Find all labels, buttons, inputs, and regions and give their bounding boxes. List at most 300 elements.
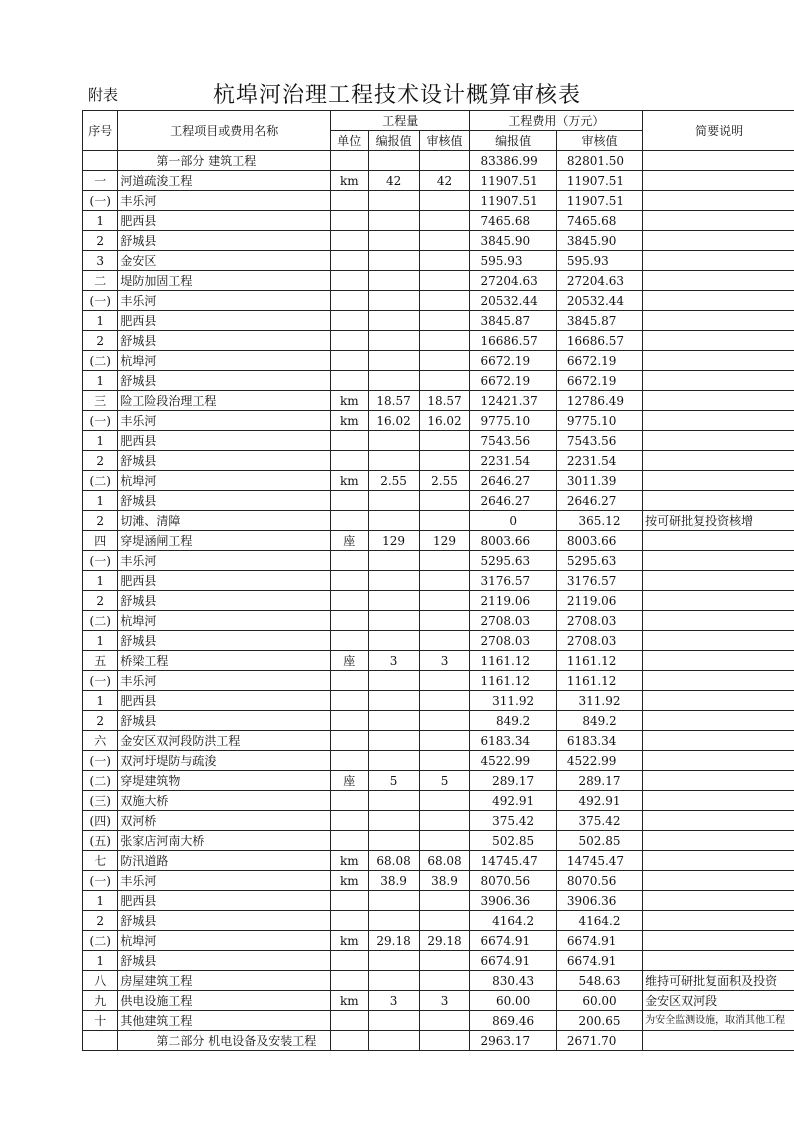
row-qty-reported: 18.57: [368, 391, 419, 411]
row-unit: [330, 891, 368, 911]
row-qty-reviewed: [419, 231, 470, 251]
header-cost-reported: 编报值: [470, 131, 556, 151]
row-cost-reviewed: 9775.10: [556, 411, 642, 431]
row-unit: [330, 911, 368, 931]
row-cost-reported: 6674.91: [470, 931, 556, 951]
row-cost-reported: 869.46: [470, 1011, 556, 1031]
row-unit: km: [330, 871, 368, 891]
row-seq: 2: [83, 231, 118, 251]
row-name: 丰乐河: [118, 411, 331, 431]
row-seq: 1: [83, 691, 118, 711]
row-name: 丰乐河: [118, 551, 331, 571]
row-seq: (一): [83, 871, 118, 891]
row-unit: [330, 431, 368, 451]
row-unit: [330, 671, 368, 691]
row-cost-reviewed: 27204.63: [556, 271, 642, 291]
row-seq: 九: [83, 991, 118, 1011]
row-seq: 2: [83, 591, 118, 611]
row-unit: [330, 311, 368, 331]
row-name: 杭埠河: [118, 471, 331, 491]
row-name: 穿堤涵闸工程: [118, 531, 331, 551]
row-seq: 1: [83, 371, 118, 391]
row-remarks: [643, 191, 794, 211]
table-row: [83, 651, 794, 671]
row-cost-reported: 7465.68: [470, 211, 556, 231]
row-qty-reviewed: [419, 711, 470, 731]
row-qty-reported: 2.55: [368, 471, 419, 491]
row-cost-reviewed: 82801.50: [556, 151, 642, 171]
row-unit: [330, 291, 368, 311]
row-qty-reviewed: 42: [419, 171, 470, 191]
table-row: [83, 891, 794, 911]
row-qty-reported: [368, 571, 419, 591]
table-row: [83, 431, 794, 451]
row-qty-reviewed: 68.08: [419, 851, 470, 871]
row-remarks: [643, 611, 794, 631]
row-cost-reported: 4164.2: [470, 911, 556, 931]
row-seq: 1: [83, 951, 118, 971]
table-row: [83, 151, 794, 171]
table-row: [83, 951, 794, 971]
row-name: 金安区双河段防洪工程: [118, 731, 331, 751]
header-qty-reported: 编报值: [368, 131, 419, 151]
row-cost-reviewed: 3906.36: [556, 891, 642, 911]
table-row: [83, 831, 794, 851]
row-seq: 2: [83, 711, 118, 731]
row-cost-reported: 11907.51: [470, 191, 556, 211]
row-qty-reviewed: [419, 751, 470, 771]
row-cost-reviewed: 365.12: [556, 511, 642, 531]
row-qty-reported: 42: [368, 171, 419, 191]
row-unit: [330, 511, 368, 531]
header-seq: 序号: [83, 111, 118, 151]
row-qty-reviewed: 129: [419, 531, 470, 551]
row-cost-reviewed: 3845.87: [556, 311, 642, 331]
row-cost-reviewed: 16686.57: [556, 331, 642, 351]
row-cost-reviewed: 2671.70: [556, 1031, 642, 1051]
row-qty-reported: [368, 1011, 419, 1031]
row-remarks: [643, 631, 794, 651]
table-row: [83, 531, 794, 551]
row-cost-reviewed: 60.00: [556, 991, 642, 1011]
row-seq: (二): [83, 771, 118, 791]
row-name: 双施大桥: [118, 791, 331, 811]
row-name: 切滩、清障: [118, 511, 331, 531]
row-qty-reviewed: [419, 491, 470, 511]
row-seq: 1: [83, 211, 118, 231]
row-cost-reported: 2963.17: [470, 1031, 556, 1051]
row-cost-reported: 2231.54: [470, 451, 556, 471]
row-unit: km: [330, 411, 368, 431]
row-cost-reviewed: 11907.51: [556, 191, 642, 211]
row-unit: [330, 611, 368, 631]
row-qty-reviewed: 2.55: [419, 471, 470, 491]
row-unit: [330, 491, 368, 511]
row-cost-reported: 16686.57: [470, 331, 556, 351]
row-qty-reviewed: 5: [419, 771, 470, 791]
table-row: [83, 931, 794, 951]
row-cost-reviewed: 311.92: [556, 691, 642, 711]
row-qty-reviewed: 29.18: [419, 931, 470, 951]
row-qty-reviewed: [419, 791, 470, 811]
row-qty-reviewed: [419, 731, 470, 751]
row-cost-reviewed: 20532.44: [556, 291, 642, 311]
table-row: [83, 1031, 794, 1051]
row-cost-reviewed: 4522.99: [556, 751, 642, 771]
row-seq: (五): [83, 831, 118, 851]
row-cost-reviewed: 375.42: [556, 811, 642, 831]
table-row: [83, 471, 794, 491]
row-cost-reported: 311.92: [470, 691, 556, 711]
row-cost-reported: 2119.06: [470, 591, 556, 611]
row-qty-reported: [368, 151, 419, 171]
row-remarks: [643, 211, 794, 231]
row-cost-reviewed: 492.91: [556, 791, 642, 811]
row-qty-reviewed: [419, 451, 470, 471]
row-qty-reviewed: [419, 591, 470, 611]
row-qty-reported: [368, 511, 419, 531]
header-quantity: 工程量: [330, 111, 469, 131]
row-cost-reviewed: 849.2: [556, 711, 642, 731]
row-cost-reported: 27204.63: [470, 271, 556, 291]
row-name: 丰乐河: [118, 291, 331, 311]
row-name: 舒城县: [118, 711, 331, 731]
row-qty-reviewed: [419, 671, 470, 691]
row-seq: (四): [83, 811, 118, 831]
row-qty-reviewed: [419, 951, 470, 971]
row-name: 舒城县: [118, 631, 331, 651]
row-remarks: [643, 311, 794, 331]
row-qty-reviewed: 16.02: [419, 411, 470, 431]
row-cost-reviewed: 3176.57: [556, 571, 642, 591]
table-row: [83, 251, 794, 271]
row-unit: km: [330, 851, 368, 871]
row-qty-reported: [368, 251, 419, 271]
row-unit: [330, 591, 368, 611]
row-seq: (一): [83, 191, 118, 211]
row-qty-reported: [368, 611, 419, 631]
row-remarks: [643, 871, 794, 891]
row-qty-reported: [368, 491, 419, 511]
table-row: [83, 611, 794, 631]
row-remarks: [643, 231, 794, 251]
row-name: 丰乐河: [118, 671, 331, 691]
row-qty-reviewed: [419, 351, 470, 371]
row-seq: (二): [83, 351, 118, 371]
row-qty-reported: [368, 891, 419, 911]
row-qty-reported: 5: [368, 771, 419, 791]
row-qty-reviewed: [419, 631, 470, 651]
row-remarks: [643, 351, 794, 371]
row-name: 其他建筑工程: [118, 1011, 331, 1031]
row-qty-reported: [368, 271, 419, 291]
row-seq: 2: [83, 511, 118, 531]
row-cost-reviewed: 2119.06: [556, 591, 642, 611]
attachment-label: 附表: [88, 86, 119, 104]
row-cost-reported: 289.17: [470, 771, 556, 791]
row-remarks: [643, 831, 794, 851]
row-cost-reported: 20532.44: [470, 291, 556, 311]
budget-review-table: [82, 110, 794, 1051]
row-cost-reviewed: 6674.91: [556, 951, 642, 971]
table-row: [83, 191, 794, 211]
table-row: [83, 1011, 794, 1031]
row-remarks: [643, 891, 794, 911]
row-cost-reported: 3845.90: [470, 231, 556, 251]
row-seq: 六: [83, 731, 118, 751]
row-remarks: [643, 811, 794, 831]
row-qty-reviewed: 3: [419, 991, 470, 1011]
table-row: [83, 591, 794, 611]
row-cost-reviewed: 548.63: [556, 971, 642, 991]
row-seq: 1: [83, 431, 118, 451]
row-qty-reported: [368, 731, 419, 751]
row-cost-reviewed: 3011.39: [556, 471, 642, 491]
row-name: 杭埠河: [118, 931, 331, 951]
row-cost-reported: 6672.19: [470, 351, 556, 371]
row-unit: 座: [330, 651, 368, 671]
row-cost-reported: 502.85: [470, 831, 556, 851]
row-cost-reviewed: 595.93: [556, 251, 642, 271]
row-qty-reviewed: [419, 891, 470, 911]
row-seq: 四: [83, 531, 118, 551]
row-unit: [330, 1031, 368, 1051]
row-cost-reported: 3906.36: [470, 891, 556, 911]
row-unit: [330, 191, 368, 211]
row-unit: [330, 331, 368, 351]
row-unit: [330, 791, 368, 811]
row-remarks: [643, 591, 794, 611]
row-cost-reported: 8003.66: [470, 531, 556, 551]
row-cost-reviewed: 2708.03: [556, 631, 642, 651]
row-qty-reported: [368, 811, 419, 831]
table-row: [83, 751, 794, 771]
table-row: [83, 291, 794, 311]
row-remarks: [643, 331, 794, 351]
row-name: 舒城县: [118, 331, 331, 351]
row-cost-reported: 12421.37: [470, 391, 556, 411]
row-remarks: 为安全监测设施，取消其他工程: [643, 1011, 794, 1031]
row-cost-reported: 849.2: [470, 711, 556, 731]
row-unit: [330, 551, 368, 571]
row-qty-reviewed: [419, 1011, 470, 1031]
row-qty-reported: [368, 211, 419, 231]
row-qty-reported: [368, 371, 419, 391]
table-row: [83, 311, 794, 331]
row-unit: [330, 571, 368, 591]
row-name: 杭埠河: [118, 351, 331, 371]
row-qty-reported: [368, 351, 419, 371]
row-cost-reported: 9775.10: [470, 411, 556, 431]
row-name: 肥西县: [118, 211, 331, 231]
row-cost-reviewed: 6672.19: [556, 371, 642, 391]
row-qty-reported: [368, 951, 419, 971]
row-seq: 3: [83, 251, 118, 271]
row-qty-reported: [368, 831, 419, 851]
table-row: [83, 391, 794, 411]
row-qty-reviewed: [419, 911, 470, 931]
row-cost-reviewed: 200.65: [556, 1011, 642, 1031]
row-name: 双河桥: [118, 811, 331, 831]
row-seq: [83, 1031, 118, 1051]
row-unit: [330, 691, 368, 711]
row-qty-reviewed: 3: [419, 651, 470, 671]
row-seq: (二): [83, 471, 118, 491]
row-unit: [330, 711, 368, 731]
row-qty-reviewed: [419, 251, 470, 271]
row-cost-reviewed: 1161.12: [556, 651, 642, 671]
row-cost-reviewed: 4164.2: [556, 911, 642, 931]
row-qty-reported: [368, 1031, 419, 1051]
row-cost-reported: 6672.19: [470, 371, 556, 391]
row-qty-reported: 68.08: [368, 851, 419, 871]
row-qty-reviewed: [419, 211, 470, 231]
table-row: [83, 231, 794, 251]
row-qty-reviewed: 18.57: [419, 391, 470, 411]
row-seq: 十: [83, 1011, 118, 1031]
row-qty-reported: 38.9: [368, 871, 419, 891]
row-cost-reported: 4522.99: [470, 751, 556, 771]
row-name: 第一部分 建筑工程: [118, 151, 331, 171]
row-remarks: [643, 911, 794, 931]
row-seq: 七: [83, 851, 118, 871]
row-name: 肥西县: [118, 691, 331, 711]
row-name: 丰乐河: [118, 871, 331, 891]
row-unit: [330, 351, 368, 371]
table-row: [83, 331, 794, 351]
row-remarks: [643, 171, 794, 191]
row-cost-reported: 2646.27: [470, 471, 556, 491]
row-seq: (二): [83, 611, 118, 631]
row-unit: [330, 251, 368, 271]
row-name: 供电设施工程: [118, 991, 331, 1011]
row-cost-reported: 7543.56: [470, 431, 556, 451]
row-qty-reported: [368, 431, 419, 451]
row-name: 肥西县: [118, 431, 331, 451]
row-seq: (一): [83, 751, 118, 771]
row-cost-reviewed: 8003.66: [556, 531, 642, 551]
table-row: [83, 451, 794, 471]
row-qty-reviewed: [419, 371, 470, 391]
row-cost-reviewed: 14745.47: [556, 851, 642, 871]
row-cost-reported: 3176.57: [470, 571, 556, 591]
header-qty-reviewed: 审核值: [419, 131, 470, 151]
row-seq: (三): [83, 791, 118, 811]
row-qty-reviewed: 38.9: [419, 871, 470, 891]
row-unit: [330, 731, 368, 751]
row-cost-reviewed: 6183.34: [556, 731, 642, 751]
table-row: [83, 211, 794, 231]
table-row: [83, 271, 794, 291]
row-remarks: [643, 651, 794, 671]
row-unit: [330, 271, 368, 291]
row-cost-reviewed: 2646.27: [556, 491, 642, 511]
row-qty-reviewed: [419, 971, 470, 991]
row-seq: 1: [83, 891, 118, 911]
row-cost-reviewed: 5295.63: [556, 551, 642, 571]
row-name: 桥梁工程: [118, 651, 331, 671]
table-row: [83, 851, 794, 871]
header-remarks: 简要说明: [643, 111, 794, 151]
row-qty-reviewed: [419, 271, 470, 291]
row-qty-reviewed: [419, 511, 470, 531]
row-cost-reviewed: 1161.12: [556, 671, 642, 691]
row-cost-reported: 5295.63: [470, 551, 556, 571]
row-remarks: [643, 451, 794, 471]
row-cost-reported: 0: [470, 511, 556, 531]
row-qty-reported: [368, 551, 419, 571]
row-qty-reported: [368, 231, 419, 251]
row-remarks: [643, 571, 794, 591]
row-seq: (一): [83, 291, 118, 311]
row-remarks: [643, 531, 794, 551]
row-cost-reported: 1161.12: [470, 651, 556, 671]
table-row: [83, 351, 794, 371]
row-cost-reported: 83386.99: [470, 151, 556, 171]
row-unit: [330, 951, 368, 971]
row-remarks: [643, 771, 794, 791]
row-cost-reviewed: 12786.49: [556, 391, 642, 411]
row-cost-reported: 2646.27: [470, 491, 556, 511]
row-name: 房屋建筑工程: [118, 971, 331, 991]
row-qty-reviewed: [419, 811, 470, 831]
row-remarks: [643, 691, 794, 711]
row-remarks: [643, 731, 794, 751]
row-qty-reported: [368, 711, 419, 731]
row-qty-reviewed: [419, 311, 470, 331]
row-cost-reported: 60.00: [470, 991, 556, 1011]
row-cost-reviewed: 7465.68: [556, 211, 642, 231]
row-cost-reviewed: 8070.56: [556, 871, 642, 891]
row-unit: [330, 811, 368, 831]
row-qty-reviewed: [419, 571, 470, 591]
header-unit: 单位: [330, 131, 368, 151]
row-cost-reported: 6674.91: [470, 951, 556, 971]
header-name: 工程项目或费用名称: [118, 111, 331, 151]
row-unit: km: [330, 931, 368, 951]
row-seq: 二: [83, 271, 118, 291]
row-qty-reviewed: [419, 611, 470, 631]
row-cost-reviewed: 502.85: [556, 831, 642, 851]
row-qty-reported: [368, 971, 419, 991]
table-row: [83, 491, 794, 511]
row-name: 舒城县: [118, 951, 331, 971]
row-qty-reported: [368, 591, 419, 611]
table-row: [83, 671, 794, 691]
table-row: [83, 371, 794, 391]
row-remarks: [643, 931, 794, 951]
row-remarks: [643, 491, 794, 511]
row-remarks: [643, 291, 794, 311]
row-remarks: [643, 471, 794, 491]
table-row: [83, 771, 794, 791]
row-cost-reported: 2708.03: [470, 611, 556, 631]
row-seq: 五: [83, 651, 118, 671]
row-remarks: [643, 371, 794, 391]
row-unit: [330, 971, 368, 991]
row-cost-reviewed: 289.17: [556, 771, 642, 791]
row-qty-reviewed: [419, 291, 470, 311]
row-seq: 1: [83, 311, 118, 331]
row-name: 肥西县: [118, 891, 331, 911]
row-seq: (一): [83, 411, 118, 431]
row-name: 穿堤建筑物: [118, 771, 331, 791]
row-cost-reported: 595.93: [470, 251, 556, 271]
row-cost-reported: 11907.51: [470, 171, 556, 191]
header-cost: 工程费用（万元）: [470, 111, 643, 131]
row-remarks: [643, 551, 794, 571]
row-qty-reported: [368, 291, 419, 311]
